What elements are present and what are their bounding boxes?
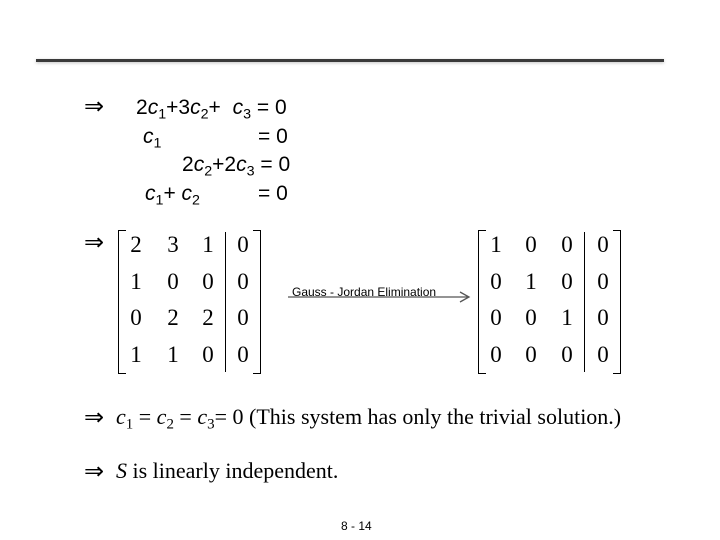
matrix-cell: 2 bbox=[130, 232, 142, 257]
matrix-cell: 0 bbox=[561, 269, 573, 294]
matrix-cell: 2 bbox=[202, 305, 214, 330]
matrix-cell: 0 bbox=[237, 269, 249, 294]
augment-divider bbox=[584, 232, 585, 372]
matrix-cell: 0 bbox=[597, 342, 609, 367]
matrix-cell: 0 bbox=[237, 305, 249, 330]
matrix-cell: 0 bbox=[525, 342, 537, 367]
equation-1: $2c_1+3c_2+ c_3 = 0$ bbox=[136, 96, 287, 123]
matrix-cell: 0 bbox=[202, 342, 214, 367]
equation-4: $c_1+ c_2$ bbox=[145, 182, 200, 209]
reduced-matrix bbox=[478, 230, 621, 374]
matrix-cell: 0 bbox=[561, 342, 573, 367]
matrix-cell: 1 bbox=[202, 232, 214, 257]
equation-3: $2c_2+2c_3 = 0$ bbox=[182, 153, 291, 180]
matrix-cell: 0 bbox=[490, 269, 502, 294]
conclusion-trivial-solution: $c_1 = c_2 = c_3= 0$ (This system has only the trivial solution.) bbox=[116, 404, 622, 433]
implies-arrow-4: ⇒ bbox=[84, 457, 105, 485]
equation-2-rhs: = 0 bbox=[258, 125, 288, 148]
matrix-cell: 0 bbox=[130, 305, 142, 330]
matrix-cell: 1 bbox=[167, 342, 179, 367]
equation-2: $c_1$ bbox=[143, 125, 162, 152]
equation-4-rhs: = 0 bbox=[258, 182, 288, 205]
page-number: 8 - 14 bbox=[341, 519, 372, 533]
augmented-matrix bbox=[118, 230, 261, 374]
matrix-cell: 0 bbox=[237, 342, 249, 367]
matrix-cell: 2 bbox=[167, 305, 179, 330]
matrix-cell: 0 bbox=[525, 232, 537, 257]
matrix-cell: 0 bbox=[237, 232, 249, 257]
augment-divider bbox=[225, 232, 226, 372]
matrix-cell: 1 bbox=[130, 342, 142, 367]
matrix-cell: 0 bbox=[525, 305, 537, 330]
matrix-cell: 0 bbox=[490, 305, 502, 330]
matrix-cell: 1 bbox=[490, 232, 502, 257]
matrix-cell: 0 bbox=[597, 232, 609, 257]
matrix-cell: 0 bbox=[597, 269, 609, 294]
implies-arrow-1: ⇒ bbox=[84, 92, 105, 120]
implies-arrow-3: ⇒ bbox=[84, 403, 105, 431]
elimination-label: Gauss - Jordan Elimination bbox=[292, 285, 437, 299]
matrix-cell: 0 bbox=[490, 342, 502, 367]
matrix-cell: 0 bbox=[202, 269, 214, 294]
matrix-cell: 1 bbox=[130, 269, 142, 294]
matrix-cell: 3 bbox=[167, 232, 179, 257]
matrix-cell: 0 bbox=[597, 305, 609, 330]
matrix-cell: 0 bbox=[167, 269, 179, 294]
implies-arrow-2: ⇒ bbox=[84, 228, 105, 256]
matrix-cell: 1 bbox=[561, 305, 573, 330]
title-divider bbox=[36, 59, 664, 62]
matrix-cell: 0 bbox=[561, 232, 573, 257]
matrix-cell: 1 bbox=[525, 269, 537, 294]
conclusion-linearly-independent: S is linearly independent. bbox=[116, 458, 339, 483]
